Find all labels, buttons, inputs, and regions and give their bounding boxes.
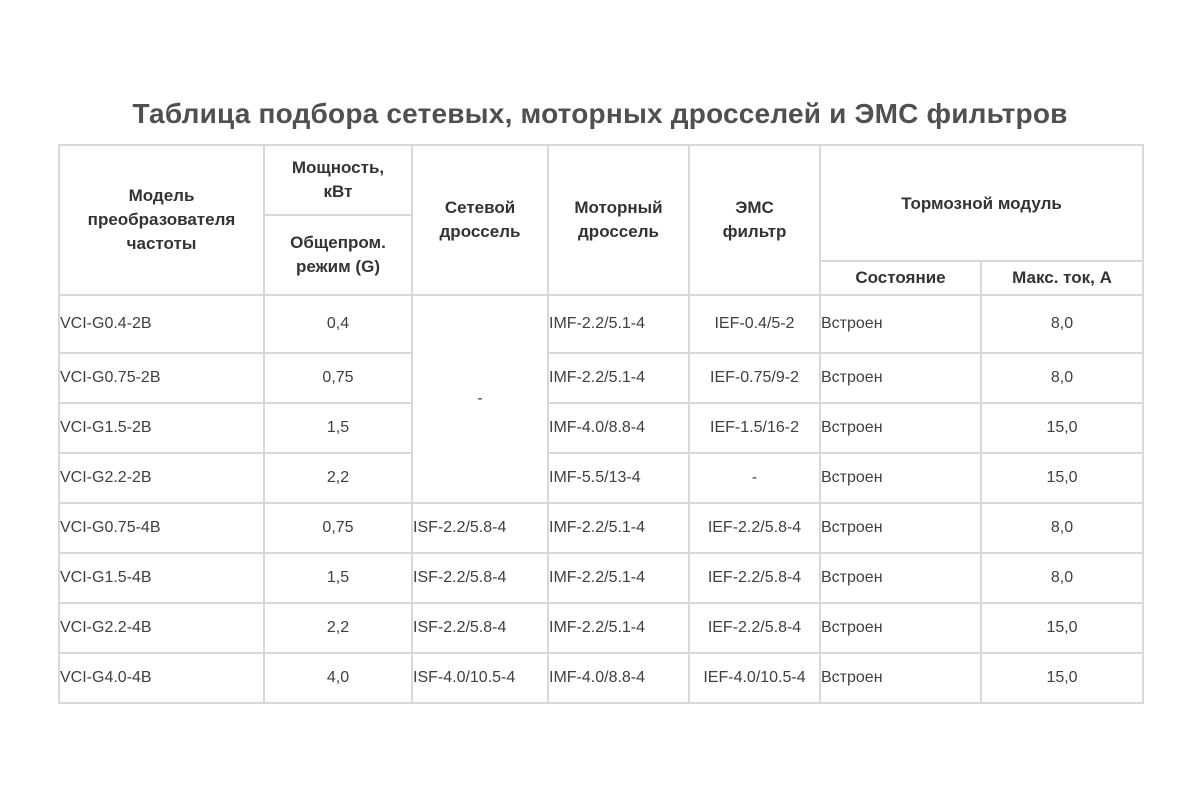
- cell-model: VCI-G1.5-4B: [59, 553, 264, 603]
- page-title: Таблица подбора сетевых, моторных дросселей и ЭМС фильтров: [132, 98, 1068, 129]
- cell-line-choke: ISF-2.2/5.8-4: [412, 503, 548, 553]
- table-row: [59, 653, 1143, 703]
- cell-model: VCI-G0.75-4B: [59, 503, 264, 553]
- cell-model: VCI-G2.2-2B: [59, 453, 264, 503]
- cell-power: 2,2: [264, 453, 412, 503]
- cell-brake-current: 15,0: [981, 453, 1143, 503]
- header-emc-filter: ЭМС фильтр: [689, 145, 820, 295]
- cell-line-choke-merged: -: [412, 295, 548, 503]
- cell-model: VCI-G0.75-2B: [59, 353, 264, 403]
- header-brake-current: Макс. ток, А: [981, 261, 1143, 295]
- table-row: [59, 453, 1143, 503]
- cell-brake-state: Встроен: [820, 653, 981, 703]
- header-brake-module: Тормозной модуль: [820, 145, 1143, 261]
- cell-emc-filter: IEF-1.5/16-2: [689, 403, 820, 453]
- cell-emc-filter: IEF-0.4/5-2: [689, 295, 820, 353]
- cell-emc-filter: IEF-0.75/9-2: [689, 353, 820, 403]
- cell-brake-current: 15,0: [981, 403, 1143, 453]
- cell-power: 0,4: [264, 295, 412, 353]
- cell-brake-state: Встроен: [820, 453, 981, 503]
- cell-motor-choke: IMF-5.5/13-4: [548, 453, 689, 503]
- header-motor-choke: Моторный дроссель: [548, 145, 689, 295]
- cell-brake-state: Встроен: [820, 603, 981, 653]
- header-line-choke: Сетевой дроссель: [412, 145, 548, 295]
- cell-emc-filter: IEF-2.2/5.8-4: [689, 553, 820, 603]
- cell-motor-choke: IMF-4.0/8.8-4: [548, 653, 689, 703]
- cell-brake-state: Встроен: [820, 295, 981, 353]
- header-power-mode: Общепром. режим (G): [264, 215, 412, 295]
- table-row: [59, 503, 1143, 553]
- table-row: [59, 353, 1143, 403]
- cell-brake-current: 8,0: [981, 295, 1143, 353]
- cell-brake-current: 8,0: [981, 503, 1143, 553]
- cell-power: 1,5: [264, 403, 412, 453]
- cell-brake-current: 8,0: [981, 553, 1143, 603]
- cell-emc-filter: IEF-4.0/10.5-4: [689, 653, 820, 703]
- cell-brake-state: Встроен: [820, 353, 981, 403]
- cell-motor-choke: IMF-2.2/5.1-4: [548, 603, 689, 653]
- table-row: [59, 403, 1143, 453]
- cell-emc-filter: IEF-2.2/5.8-4: [689, 603, 820, 653]
- cell-motor-choke: IMF-4.0/8.8-4: [548, 403, 689, 453]
- cell-motor-choke: IMF-2.2/5.1-4: [548, 353, 689, 403]
- cell-brake-current: 15,0: [981, 603, 1143, 653]
- cell-emc-filter: IEF-2.2/5.8-4: [689, 503, 820, 553]
- table-row: [59, 295, 1143, 353]
- cell-brake-state: Встроен: [820, 403, 981, 453]
- cell-brake-state: Встроен: [820, 503, 981, 553]
- cell-brake-state: Встроен: [820, 553, 981, 603]
- cell-brake-current: 15,0: [981, 653, 1143, 703]
- cell-line-choke: ISF-2.2/5.8-4: [412, 603, 548, 653]
- cell-motor-choke: IMF-2.2/5.1-4: [548, 295, 689, 353]
- cell-model: VCI-G4.0-4B: [59, 653, 264, 703]
- cell-model: VCI-G2.2-4B: [59, 603, 264, 653]
- cell-power: 1,5: [264, 553, 412, 603]
- header-power: Мощность, кВт: [264, 145, 412, 215]
- cell-motor-choke: IMF-2.2/5.1-4: [548, 553, 689, 603]
- cell-emc-filter: -: [689, 453, 820, 503]
- header-brake-state: Состояние: [820, 261, 981, 295]
- cell-motor-choke: IMF-2.2/5.1-4: [548, 503, 689, 553]
- cell-power: 4,0: [264, 653, 412, 703]
- header-model: Модель преобразователя частоты: [59, 145, 264, 295]
- selection-table: [58, 144, 1144, 704]
- cell-power: 2,2: [264, 603, 412, 653]
- cell-model: VCI-G1.5-2B: [59, 403, 264, 453]
- cell-brake-current: 8,0: [981, 353, 1143, 403]
- cell-power: 0,75: [264, 503, 412, 553]
- cell-line-choke: ISF-4.0/10.5-4: [412, 653, 548, 703]
- table-row: [59, 553, 1143, 603]
- cell-model: VCI-G0.4-2B: [59, 295, 264, 353]
- cell-line-choke: ISF-2.2/5.8-4: [412, 553, 548, 603]
- table-row: [59, 603, 1143, 653]
- cell-power: 0,75: [264, 353, 412, 403]
